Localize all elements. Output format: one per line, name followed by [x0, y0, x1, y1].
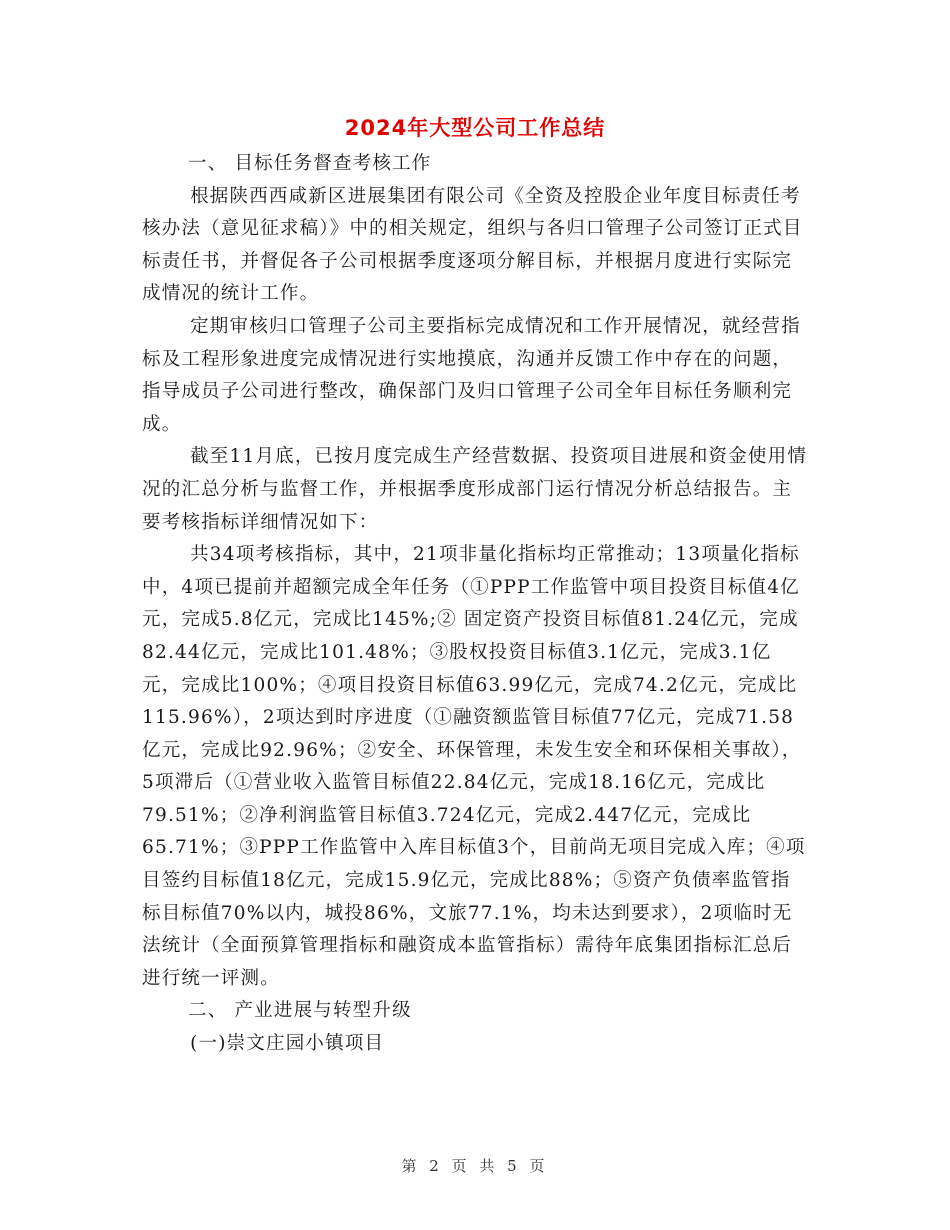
- page-footer: 第 2 页 共 5 页: [401, 1157, 549, 1175]
- paragraph: 截至11月底，已按月度完成生产经营数据、投资项目进展和资金使用情况的汇总分析与监督工作，并根据季度形成部门运行情况分析总结报告。主要考核指标详细情况如下：: [142, 446, 808, 533]
- section-heading-2: 二、 产业进展与转型升级: [188, 1000, 412, 1022]
- subsection-heading: (一)崇文庄园小镇项目: [190, 1033, 385, 1055]
- document-title: 2024年大型公司工作总结: [344, 116, 606, 140]
- paragraph: 共34项考核指标，其中，21项非量化指标均正常推动；13项量化指标中，4项已提前并超额完成全年任务（①PPP工作监管中项目投资目标值4亿元，完成5.8亿元，完成比145%;② 固定资产投资目标值81.24亿元，完成82.44亿元，完成比101.48%；③股权投资目标值3.1亿元，完成3.1亿元，完成比100%；④项目投资目标值63.99亿元，完成74.2亿元，完成比115.96%），2项达到时序进度（①融资额监管目标值77亿元，完成71.58亿元，完成比92.96%；②安全、环保管理，未发生安全和环保相关事故），5项滞后（①营业收入监管目标值22.84亿元，完成18.16亿元，完成比79.51%；②净利润监管目标值3.724亿元，完成2.447亿元，完成比65.71%；③PPP工作监管中入库目标值3个，目前尚无项目完成入库；④项目签约目标值18亿元，完成15.9亿元，完成比88%；⑤资产负债率监管指标目标值70%以内，城投86%，文旅77.1%，均未达到要求），2项临时无法统计（全面预算管理指标和融资成本监管指标）需待年底集团指标汇总后进行统一评测。: [142, 544, 806, 989]
- paragraph: 定期审核归口管理子公司主要指标完成情况和工作开展情况，就经营指标及工程形象进度完成情况进行实地摸底，沟通并反馈工作中存在的问题，指导成员子公司进行整改，确保部门及归口管理子公司全年目标任务顺利完成。: [142, 315, 801, 435]
- section-heading-1: 一、 目标任务督查考核工作: [188, 153, 432, 174]
- paragraph: 根据陕西西咸新区进展集团有限公司《全资及控股企业年度目标责任考核办法（意见征求稿）》中的相关规定，组织与各归口管理子公司签订正式目标责任书，并督促各子公司根据季度逐项分解目标，并根据月度进行实际完成情况的统计工作。: [142, 185, 803, 305]
- document-body: [142, 148, 810, 1061]
